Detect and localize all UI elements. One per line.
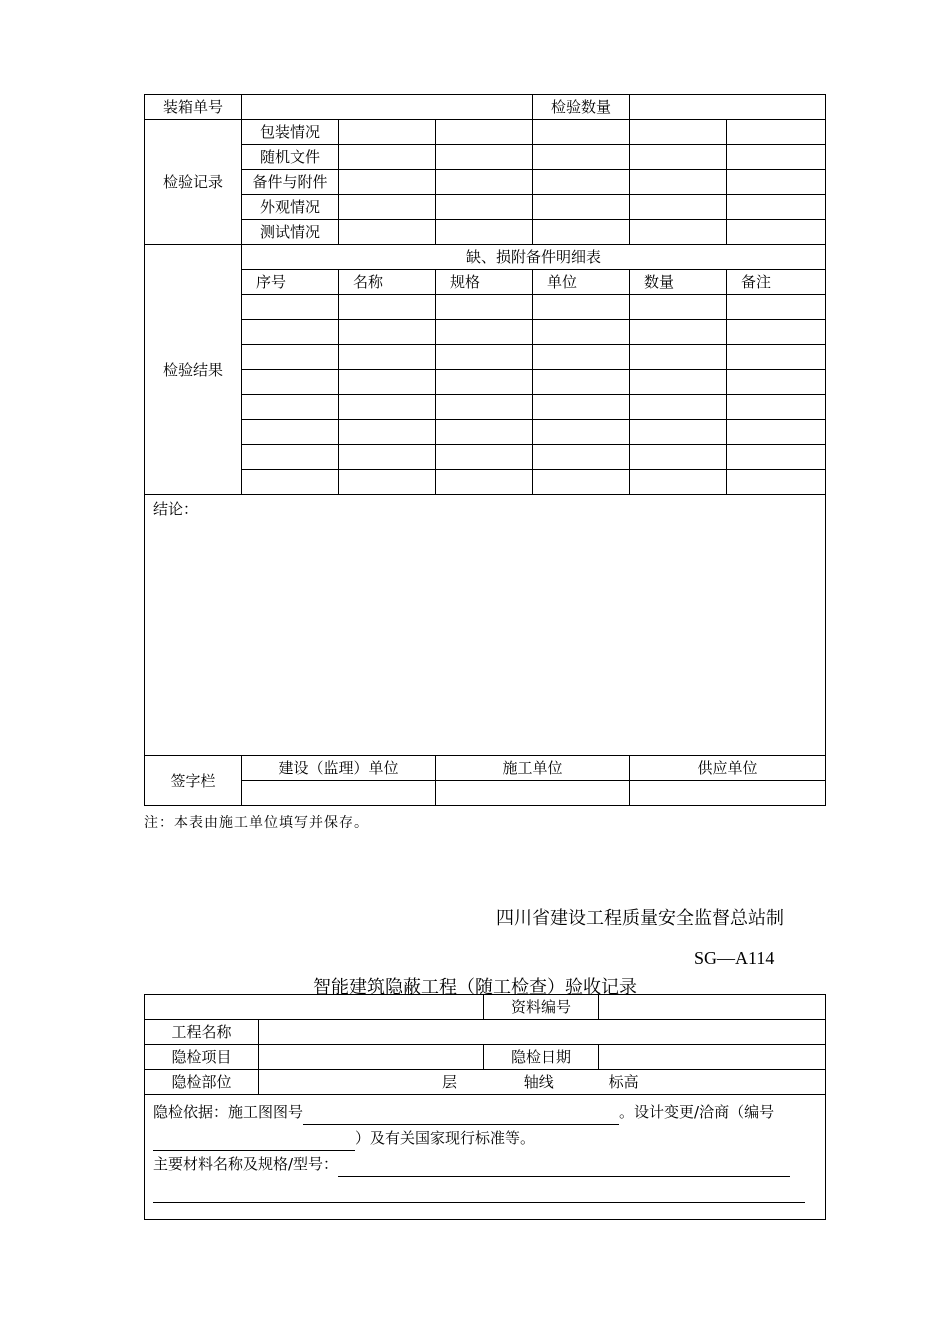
signature-label: 签字栏 <box>145 756 242 806</box>
record-item-appearance: 外观情况 <box>242 195 339 220</box>
record-cell[interactable] <box>436 145 533 170</box>
form-code: SG—A114 <box>694 948 775 968</box>
signature-field[interactable] <box>242 781 436 806</box>
materials-field[interactable] <box>338 1159 790 1177</box>
doc-number-field[interactable] <box>599 995 826 1020</box>
defect-cell[interactable] <box>630 320 727 345</box>
defect-header-no: 序号 <box>242 270 339 295</box>
record-cell[interactable] <box>630 220 727 245</box>
record-cell[interactable] <box>339 170 436 195</box>
record-cell[interactable] <box>339 145 436 170</box>
defect-cell[interactable] <box>630 420 727 445</box>
drawing-number-field[interactable] <box>303 1107 619 1125</box>
doc-number-label: 资料编号 <box>484 995 599 1020</box>
defect-cell[interactable] <box>436 420 533 445</box>
defect-cell[interactable] <box>533 320 630 345</box>
inspection-item-label: 隐检项目 <box>145 1045 259 1070</box>
defect-row <box>145 420 826 445</box>
record-item-spares: 备件与附件 <box>242 170 339 195</box>
signature-field[interactable] <box>436 781 630 806</box>
defect-cell[interactable] <box>242 445 339 470</box>
defect-cell[interactable] <box>339 395 436 420</box>
record-cell[interactable] <box>727 145 826 170</box>
basis-mid: 。设计变更/洽商（编号 <box>619 1103 775 1121</box>
inspection-record-label: 检验记录 <box>145 120 242 245</box>
defect-cell[interactable] <box>727 320 826 345</box>
defect-cell[interactable] <box>436 395 533 420</box>
goods-inspection-table <box>144 94 826 806</box>
record-cell[interactable] <box>339 195 436 220</box>
inspection-date-label: 隐检日期 <box>484 1045 599 1070</box>
record-cell[interactable] <box>727 195 826 220</box>
inspection-quantity-field[interactable] <box>630 95 826 120</box>
sign-unit-contractor: 施工单位 <box>436 756 630 781</box>
signature-field[interactable] <box>630 781 826 806</box>
defect-cell[interactable] <box>630 445 727 470</box>
defect-cell[interactable] <box>339 420 436 445</box>
elevation-label: 标高 <box>608 1073 639 1091</box>
record-item-testing: 测试情况 <box>242 220 339 245</box>
record-cell[interactable] <box>339 120 436 145</box>
defect-cell[interactable] <box>630 470 727 495</box>
issuing-station: 四川省建设工程质量安全监督总站制 <box>496 908 784 929</box>
defect-cell[interactable] <box>339 345 436 370</box>
table-note: 注：本表由施工单位填写并保存。 <box>144 815 369 831</box>
defect-cell[interactable] <box>727 370 826 395</box>
inspection-location-label: 隐检部位 <box>145 1070 259 1095</box>
defect-header-spec: 规格 <box>436 270 533 295</box>
inspection-item-field[interactable] <box>259 1045 484 1070</box>
defect-cell[interactable] <box>727 395 826 420</box>
basis-suffix: ）及有关国家现行标准等。 <box>355 1129 536 1147</box>
conclusion-area[interactable] <box>145 495 826 756</box>
defect-cell[interactable] <box>533 295 630 320</box>
defect-cell[interactable] <box>533 370 630 395</box>
axis-label: 轴线 <box>523 1073 554 1091</box>
defect-cell[interactable] <box>436 345 533 370</box>
defect-cell[interactable] <box>727 445 826 470</box>
defect-cell[interactable] <box>242 295 339 320</box>
record-cell[interactable] <box>533 120 630 145</box>
defect-cell[interactable] <box>436 370 533 395</box>
defect-cell[interactable] <box>533 470 630 495</box>
defect-cell[interactable] <box>727 345 826 370</box>
defect-cell[interactable] <box>533 395 630 420</box>
blank-cell <box>145 995 484 1020</box>
defect-cell[interactable] <box>242 320 339 345</box>
inspection-basis-area <box>145 1095 826 1220</box>
box-number-label: 装箱单号 <box>145 95 242 120</box>
record-cell[interactable] <box>533 170 630 195</box>
project-name-field[interactable] <box>259 1020 826 1045</box>
defect-cell[interactable] <box>727 470 826 495</box>
defect-cell[interactable] <box>242 345 339 370</box>
record-cell[interactable] <box>727 170 826 195</box>
record-cell[interactable] <box>436 120 533 145</box>
defect-header-qty: 数量 <box>630 270 727 295</box>
defect-row <box>145 345 826 370</box>
defect-cell[interactable] <box>727 295 826 320</box>
defect-header-unit: 单位 <box>533 270 630 295</box>
defect-cell[interactable] <box>533 445 630 470</box>
defect-cell[interactable] <box>242 420 339 445</box>
materials-field-continued[interactable] <box>153 1185 805 1203</box>
inspection-quantity-label: 检验数量 <box>533 95 630 120</box>
record-cell[interactable] <box>436 195 533 220</box>
record-cell[interactable] <box>727 120 826 145</box>
box-number-field[interactable] <box>242 95 533 120</box>
sign-unit-construction: 建设（监理）单位 <box>242 756 436 781</box>
defect-row <box>145 320 826 345</box>
conclusion-label: 结论： <box>153 500 199 518</box>
change-number-field[interactable] <box>153 1133 355 1151</box>
record-cell[interactable] <box>436 170 533 195</box>
defect-cell[interactable] <box>533 345 630 370</box>
materials-label: 主要材料名称及规格/型号： <box>153 1155 339 1173</box>
defect-cell[interactable] <box>436 445 533 470</box>
record-cell[interactable] <box>630 145 727 170</box>
defect-row <box>145 295 826 320</box>
record-cell[interactable] <box>630 170 727 195</box>
record-cell[interactable] <box>727 220 826 245</box>
defect-cell[interactable] <box>436 320 533 345</box>
defect-row <box>145 395 826 420</box>
defect-cell[interactable] <box>339 320 436 345</box>
defect-cell[interactable] <box>242 370 339 395</box>
defect-row <box>145 370 826 395</box>
floor-label: 层 <box>442 1073 458 1091</box>
defect-cell[interactable] <box>630 395 727 420</box>
defect-cell[interactable] <box>242 395 339 420</box>
defect-cell[interactable] <box>630 370 727 395</box>
defect-cell[interactable] <box>339 295 436 320</box>
basis-prefix: 隐检依据：施工图图号 <box>153 1103 304 1121</box>
sign-unit-supplier: 供应单位 <box>630 756 826 781</box>
hidden-works-table <box>144 994 826 1220</box>
defect-row <box>145 470 826 495</box>
defect-cell[interactable] <box>630 295 727 320</box>
defect-cell[interactable] <box>339 445 436 470</box>
defect-cell[interactable] <box>630 345 727 370</box>
record-cell[interactable] <box>630 120 727 145</box>
record-item-packaging: 包装情况 <box>242 120 339 145</box>
form-title: 智能建筑隐蔽工程（随工检查）验收记录 <box>313 977 637 998</box>
inspection-result-label: 检验结果 <box>145 245 242 495</box>
defect-cell[interactable] <box>727 420 826 445</box>
defect-cell[interactable] <box>533 420 630 445</box>
defect-cell[interactable] <box>339 470 436 495</box>
defect-table-title: 缺、损附备件明细表 <box>242 245 826 270</box>
record-cell[interactable] <box>533 145 630 170</box>
record-cell[interactable] <box>533 195 630 220</box>
inspection-date-field[interactable] <box>599 1045 826 1070</box>
inspection-location-field[interactable] <box>259 1070 826 1095</box>
record-item-documents: 随机文件 <box>242 145 339 170</box>
defect-header-name: 名称 <box>339 270 436 295</box>
record-cell[interactable] <box>436 220 533 245</box>
defect-cell[interactable] <box>339 370 436 395</box>
defect-cell[interactable] <box>242 470 339 495</box>
defect-row <box>145 445 826 470</box>
defect-cell[interactable] <box>436 470 533 495</box>
record-cell[interactable] <box>630 195 727 220</box>
record-cell[interactable] <box>339 220 436 245</box>
defect-header-remark: 备注 <box>727 270 826 295</box>
defect-cell[interactable] <box>436 295 533 320</box>
project-name-label: 工程名称 <box>145 1020 259 1045</box>
record-cell[interactable] <box>533 220 630 245</box>
